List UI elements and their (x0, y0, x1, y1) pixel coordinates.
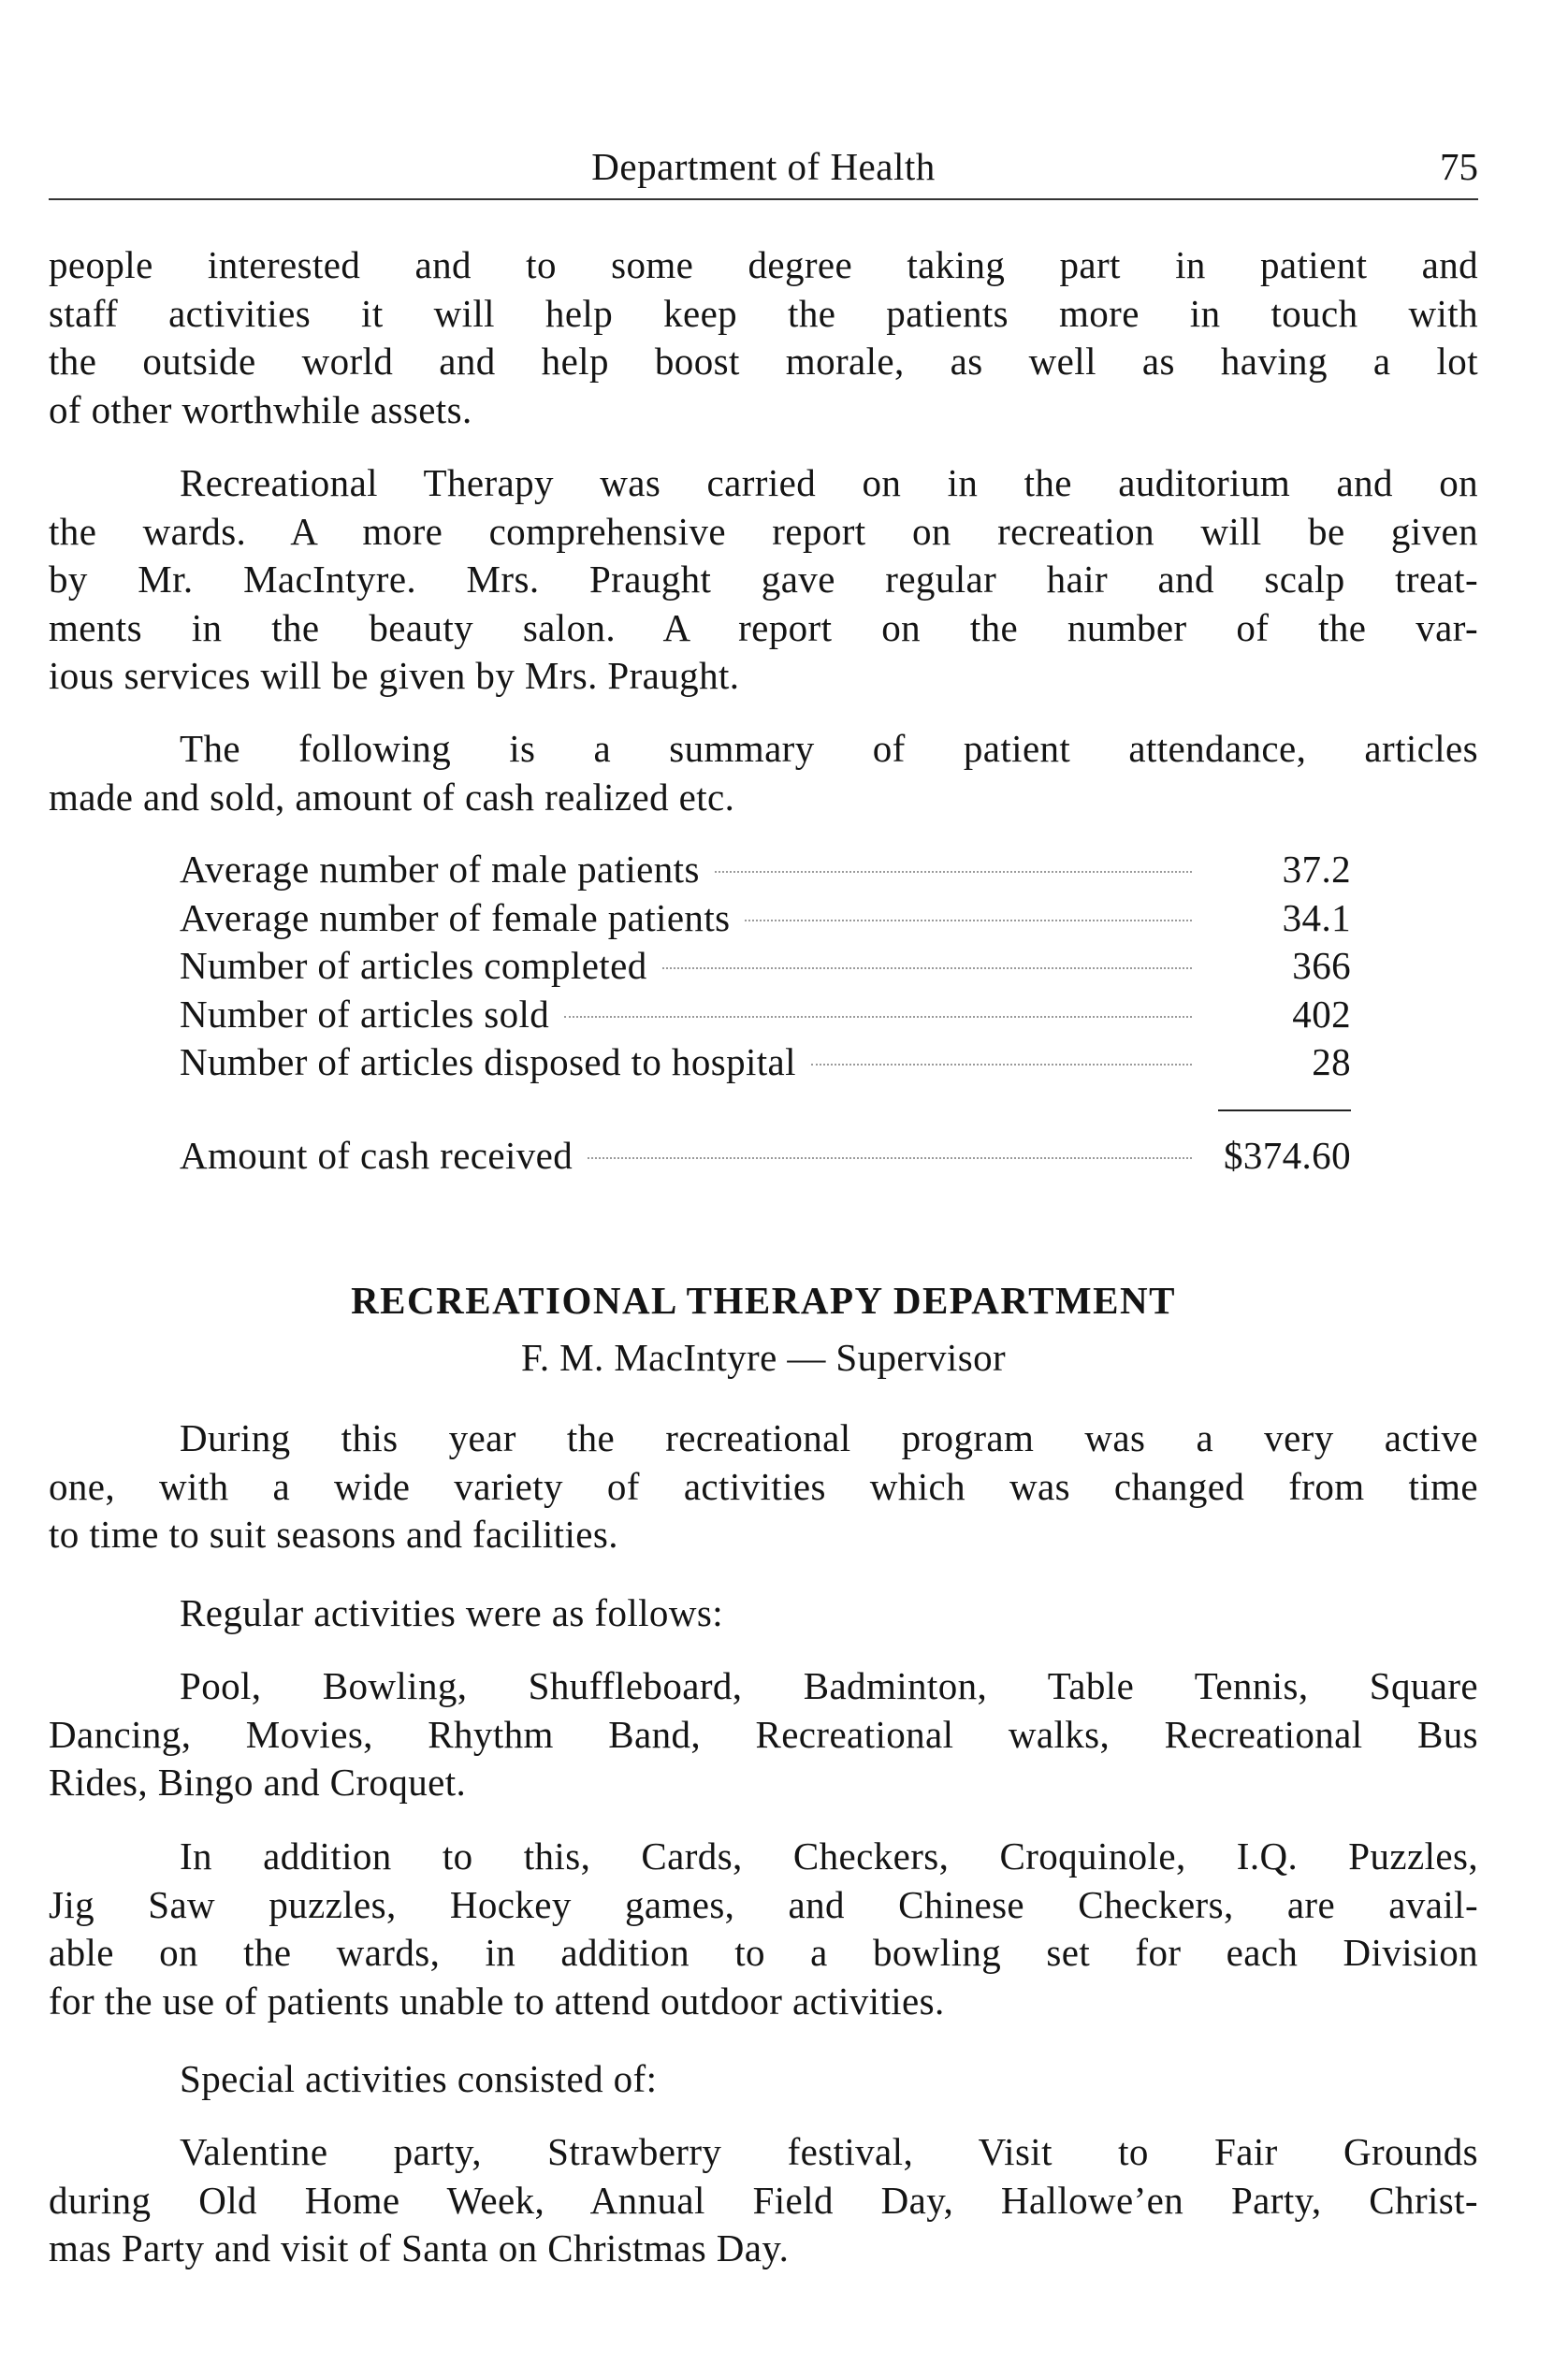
total-rule (1218, 1109, 1351, 1111)
summary-row (180, 942, 1351, 991)
header-rule (49, 198, 1478, 200)
summary-label: Average number of male patients (180, 848, 700, 891)
text-line: Regular activities were as follows: (180, 1591, 723, 1634)
text-line: ments in the beauty salon. A report on the number of the var- (49, 605, 1478, 649)
regular-activities-list (49, 1662, 1478, 1807)
dot-leader (564, 1016, 1192, 1018)
dot-leader (588, 1157, 1192, 1159)
summary-label: Average number of female patients (180, 895, 731, 939)
summary-label: Number of articles disposed to hospital (180, 1040, 796, 1083)
summary-table (180, 846, 1351, 1087)
text-line: Pool, Bowling, Shuffleboard, Badminton, Table Tennis, Square (180, 1664, 1478, 1707)
page-number: 75 (1440, 145, 1478, 188)
text-line: during Old Home Week, Annual Field Day, Hallowe’en Party, Christ- (49, 2178, 1478, 2222)
header-title: Department of Health (591, 145, 936, 188)
text-line: of other worthwhile assets. (49, 387, 472, 431)
text-line: In addition to this, Cards, Checkers, Croquinole, I.Q. Puzzles, (180, 1834, 1478, 1878)
summary-row (180, 894, 1351, 943)
text-line: During this year the recreational program was a very active (180, 1416, 1478, 1459)
text-line: mas Party and visit of Santa on Christmas Day. (49, 2226, 790, 2269)
text-line: Recreational Therapy was carried on in the auditorium and on (180, 461, 1478, 504)
text-line: one, with a wide variety of activities which was changed from time (49, 1464, 1478, 1508)
text-line: The following is a summary of patient attendance, articles (180, 727, 1478, 770)
running-header (49, 138, 1478, 195)
recreational-therapy-paragraph (49, 459, 1478, 701)
program-paragraph (49, 1414, 1478, 1559)
summary-label: Number of articles sold (180, 992, 550, 1036)
special-activities-intro (49, 2055, 1478, 2104)
regular-activities-intro (49, 1589, 1478, 1638)
special-activities-list (49, 2128, 1478, 2273)
summary-row (180, 1038, 1351, 1087)
ward-activities-paragraph (49, 1833, 1478, 2025)
summary-value: 366 (1292, 944, 1351, 987)
summary-row (180, 991, 1351, 1039)
text-line: by Mr. MacIntyre. Mrs. Praught gave regular hair and scalp treat- (49, 558, 1478, 601)
dot-leader (745, 920, 1192, 921)
dot-leader (662, 967, 1192, 969)
intro-paragraph (49, 241, 1478, 434)
summary-total-row (180, 1132, 1351, 1181)
summary-value: 402 (1292, 992, 1351, 1036)
summary-total (180, 1132, 1351, 1181)
text-line: people interested and to some degree taking part in patient and (49, 243, 1478, 286)
section-subheading: F. M. MacIntyre — Supervisor (520, 1336, 1007, 1379)
summary-row (180, 846, 1351, 894)
text-line: Rides, Bingo and Croquet. (49, 1761, 467, 1804)
text-line: Jig Saw puzzles, Hockey games, and Chinese Checkers, are avail- (49, 1882, 1478, 1926)
summary-value: 28 (1312, 1040, 1351, 1083)
text-line: Valentine party, Strawberry festival, Visit to Fair Grounds (180, 2130, 1478, 2173)
text-line: Special activities consisted of: (180, 2057, 658, 2100)
dot-leader (811, 1064, 1192, 1066)
text-line: able on the wards, in addition to a bowling set for each Division (49, 1931, 1478, 1974)
text-line: the outside world and help boost morale, as well as having a lot (49, 340, 1478, 383)
summary-value: 37.2 (1282, 848, 1351, 891)
text-line: ious services will be given by Mrs. Praught. (49, 654, 740, 697)
text-line: for the use of patients unable to attend outdoor activities. (49, 1979, 945, 2023)
dot-leader (715, 871, 1192, 873)
section-heading: RECREATIONAL THERAPY DEPARTMENT (351, 1279, 1176, 1322)
text-line: to time to suit seasons and facilities. (49, 1513, 618, 1556)
text-line: made and sold, amount of cash realized etc. (49, 775, 735, 819)
summary-label: Number of articles completed (180, 944, 647, 987)
total-label: Amount of cash received (180, 1134, 573, 1177)
text-line: staff activities it will help keep the patients more in touch with (49, 291, 1478, 335)
text-line: Dancing, Movies, Rhythm Band, Recreational walks, Recreational Bus (49, 1712, 1478, 1756)
summary-value: 34.1 (1282, 895, 1351, 939)
summary-intro-paragraph (49, 725, 1478, 821)
total-value: $374.60 (1223, 1134, 1351, 1177)
text-line: the wards. A more comprehensive report on recreation will be given (49, 509, 1478, 553)
